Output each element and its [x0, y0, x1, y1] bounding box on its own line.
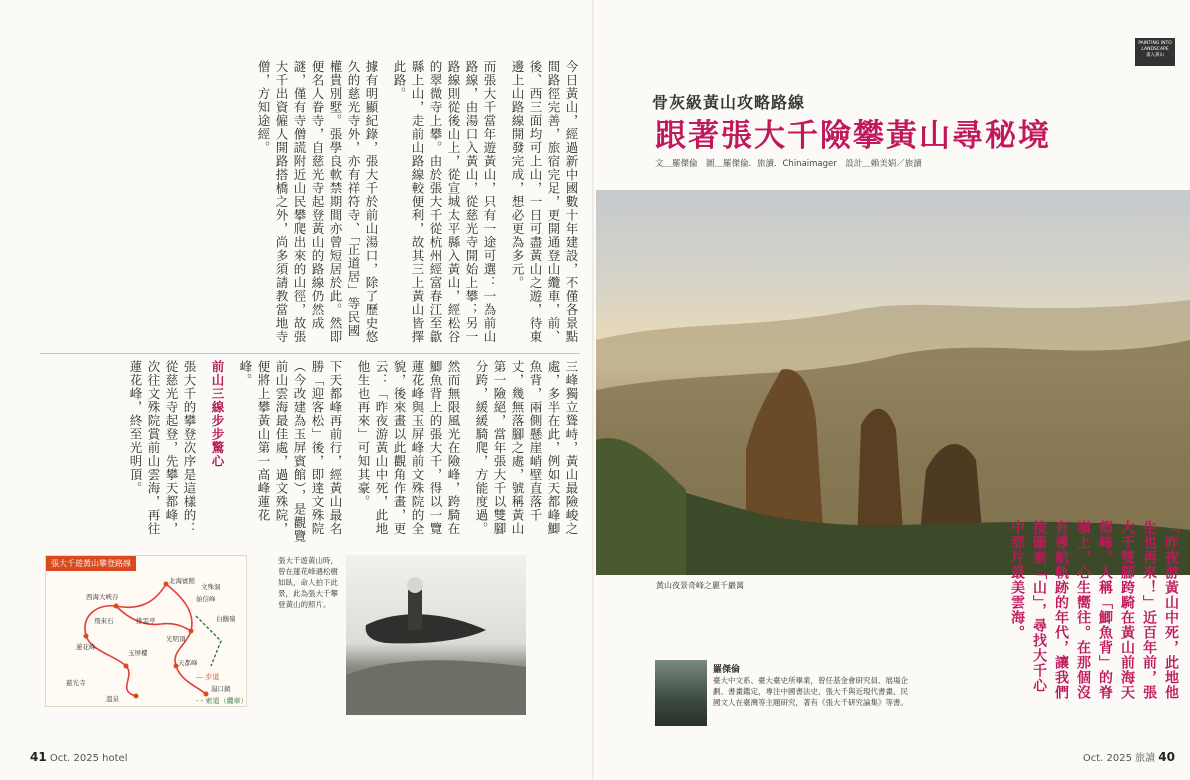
author-bio: 臺大中文系、臺大臺史所畢業，曾任基金會研究員、展場企劃、書畫鑑定，專注中國書法史、張大千與近現代書畫、民國文人在臺灣等主題研究，著有《張大千研究論集》等書。	[713, 676, 908, 707]
article-main-left	[40, 60, 580, 350]
author-name: 羅傑倫	[713, 665, 741, 675]
article-paragraph: 張大千的攀登次序是這樣的：從慈光寺起登，先攀天都峰，次往文殊院賞前山雲海，再往蓮花峰，終至光明頂。	[128, 360, 197, 536]
map-label: 慈光寺	[66, 679, 86, 687]
legend-cable-label: 索道（纜車）	[205, 697, 248, 705]
old-photo-caption: 張大千遊黃山時，曾在蓮花峰遇松樹如臥，命人拍下此景，此為張大千攀登黃山的照片。	[278, 556, 338, 609]
author-portrait	[655, 660, 707, 726]
tag-line: LANDSCAPE	[1141, 47, 1169, 52]
map-legend-walk: — 步道	[196, 673, 220, 681]
map-label: 玉屏樓	[128, 649, 148, 657]
map-label: 飛來石	[94, 617, 114, 625]
map-label: 白鵝嶺	[216, 615, 236, 623]
map-label: 北海賓館	[169, 577, 195, 585]
historic-photo-drawing	[346, 555, 526, 715]
route-map	[45, 555, 247, 707]
map-label: 溫泉	[106, 695, 119, 703]
tag-line: PAINTING INTO	[1138, 41, 1172, 46]
right-folio-text: Oct. 2025 旅讀	[1082, 753, 1156, 764]
article-paragraph: 據有明顯紀錄，張大千於前山湯口，除了歷史悠久的慈光寺外，亦有祥符寺、「正道居」等民國權貴別墅。張學良軟禁期間亦曾短居於此。然即便名人眷寺，自慈光寺起登黃山的路線仍然成謎，僅有寺僧謊附近山民攀爬出來的山徑，故張大千出資僱人開路搭橋之外，尚多須請教當地寺僧，方知途經。	[256, 60, 379, 344]
map-label: 天都峰	[178, 659, 198, 667]
right-page-number: 40	[1158, 750, 1175, 764]
left-folio-text: Oct. 2025 hotel	[49, 753, 128, 764]
map-label: 湯口鎮	[211, 685, 231, 693]
map-label: 排雲亭	[136, 617, 156, 625]
section-tag	[1135, 38, 1175, 66]
main-photo-drawing	[596, 190, 1190, 575]
left-folio	[30, 750, 127, 764]
map-label: 文殊洞	[201, 583, 221, 591]
legend-walk-label: 步道	[205, 673, 220, 681]
subhead: 前山三線步步驚心	[210, 360, 225, 468]
map-legend-cable: - - 索道（纜車）	[196, 697, 248, 705]
map-label: 蓮花峰	[76, 643, 96, 651]
right-folio	[1083, 749, 1175, 764]
left-page-number: 41	[30, 750, 47, 764]
pull-quote: 「昨夜游黃山中死，此地他生也再來！」近百年前，張大千雙腳跨騎在黃山前海天都峰，人稱「鯽魚背」的脊嶺上，心生嚮往。在那個沒有導航軌跡的年代，讓我們按圖索「山」，尋找大千心中那片最美雲海。	[1009, 520, 1179, 700]
map-title: 張大千遊黃山攀登路線	[46, 556, 136, 571]
map-label: 始信峰	[196, 595, 216, 603]
historic-photo	[346, 555, 526, 715]
article-paragraph: 而張大千當年遊黃山，只有一途可選：一為前山路線，由湯口入黃山，從慈光寺開始上攀；另一路線則從後山上，從宣城太平縣入黃山，經松谷的翠微寺上攀。由於張大千從杭州經富春江至歙縣上山，走前山路線較便利，故其三上黃山皆擇此路。	[392, 60, 497, 344]
article-paragraph: 然而無限風光在險峰，跨騎在鯽魚背上的張大千，得以一覽蓮花峰與玉屏峰前文殊院的全貌，後來畫以此觀角作畫，更云：「昨夜游黃山中死，此地他生也再來」可知其豪。	[356, 360, 461, 536]
map-label: 西海大峽谷	[86, 593, 119, 601]
photo-caption: 黃山夜景奇峰之麗千巖萬	[656, 581, 744, 590]
main-photo	[596, 190, 1190, 575]
column-divider	[40, 353, 580, 354]
credits: 文＿羅傑倫 圖＿羅傑倫．旅讀．Chinaimager 設計＿賴美娟／旅讀	[655, 159, 922, 169]
headline: 跟著張大千險攀黃山尋秘境	[655, 118, 1051, 154]
article-paragraph: 下天都峰再前行，經黃山最名勝「迎客松」後，即達文殊院（今改建為玉屏賓館），是觀覽前山雲海最佳處，過文殊院，便將上攀黃山第一高峰蓮花峰。	[238, 360, 343, 543]
article-paragraph: 三峰獨立聳峙，黃山最險峻之處，多半在此，例如天都峰鯽魚背，兩側懸崖峭壁直落千丈，幾無落腳之處，號稱黃山第一險絕，當年張大千以雙腳分跨，緩緩騎爬，方能度過。	[474, 360, 579, 536]
tag-line: 畫入黃山	[1146, 53, 1164, 58]
kicker: 骨灰級黃山攻略路線	[652, 93, 806, 112]
article-paragraph: 今日黃山，經過新中國數十年建設，不僅各景點間路徑完善，旅宿完足，更開通登山纜車，前、後、西三面均可上山，一日可盡黃山之遊，待東邊上山路線開發完成，想必更為多元。	[510, 60, 579, 344]
article-lower-left	[40, 360, 580, 545]
map-label: 光明頂	[166, 635, 186, 643]
